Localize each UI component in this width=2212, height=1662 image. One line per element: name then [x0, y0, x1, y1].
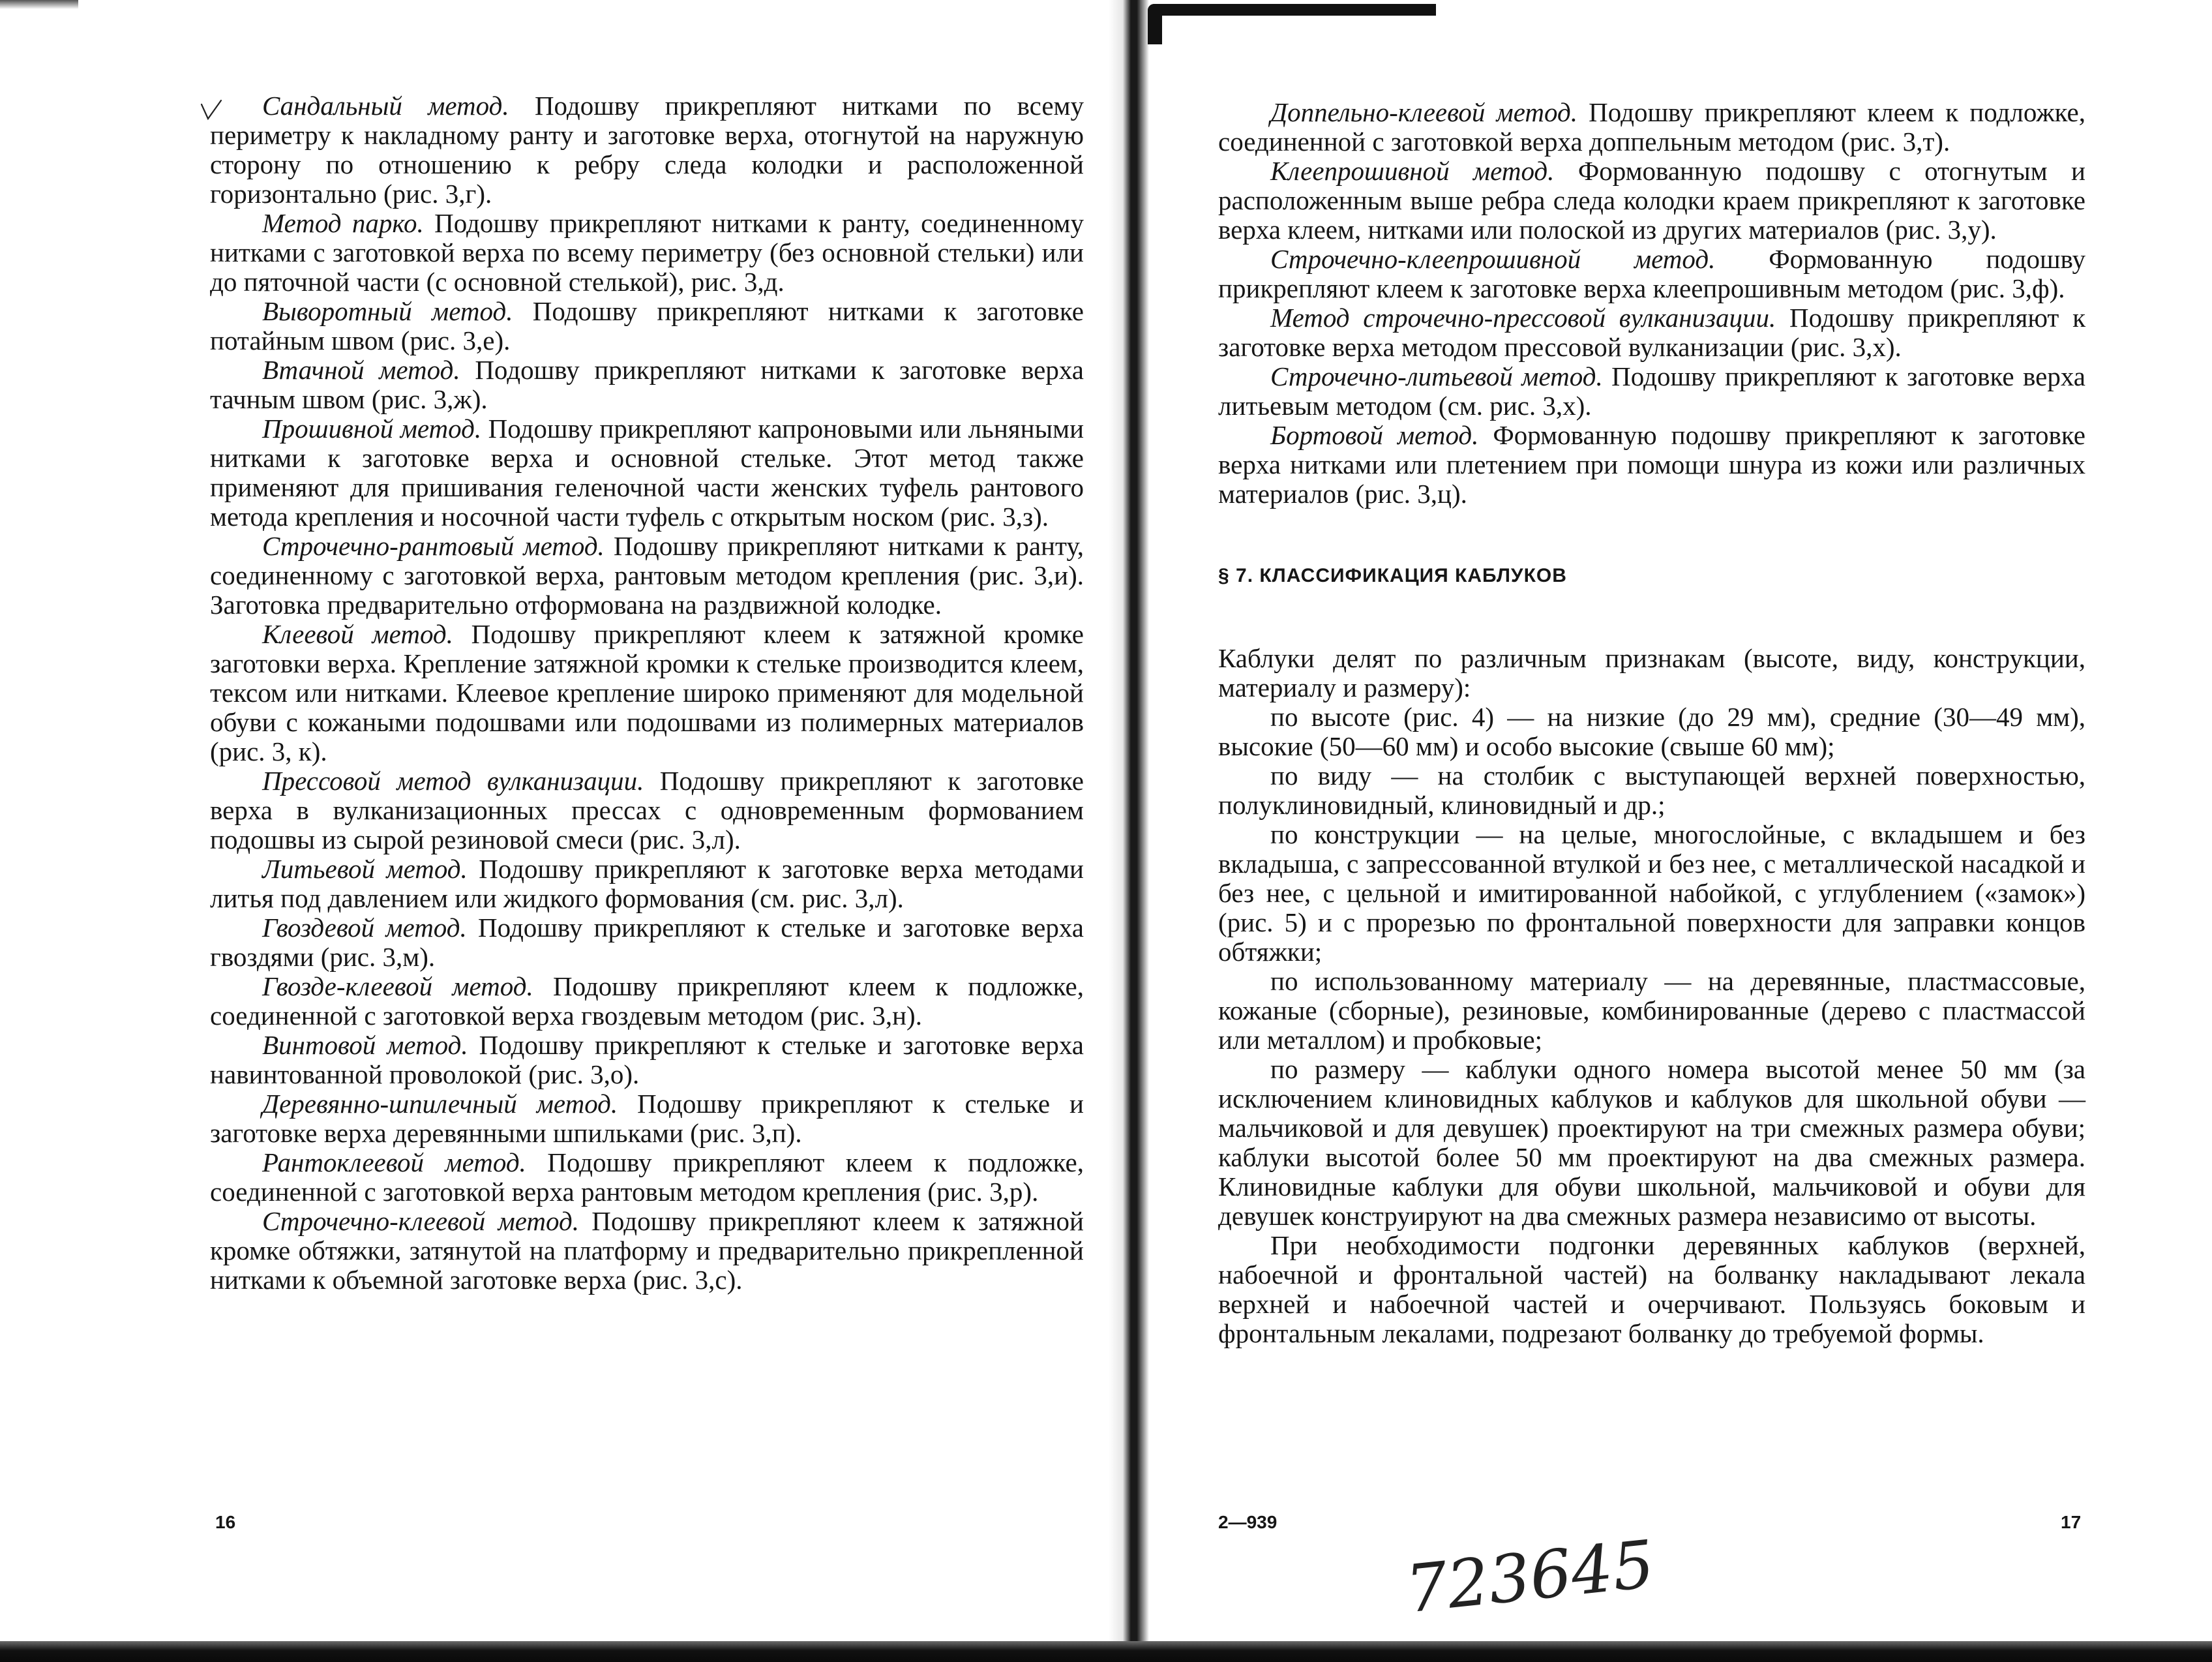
- method-title: Клеепрошивной метод.: [1270, 156, 1555, 186]
- right-paragraph: [1218, 98, 2085, 157]
- left-paragraph: [210, 854, 1084, 913]
- left-paragraph: [210, 913, 1084, 972]
- right-paragraph: [1218, 362, 2085, 421]
- method-description: Подошву прикрепляют нитками к заготовке потайным швом (рис. 3,е).: [210, 296, 1084, 355]
- method-title: Метод строчечно-прессовой вулканизации.: [1270, 303, 1776, 333]
- left-paragraph: [210, 1207, 1084, 1295]
- method-description: Формованную подошву прикрепляют клеем к заготовке верха клеепрошивным методом (рис. 3,ф).: [1218, 244, 2085, 303]
- method-description: Подошву прикрепляют клеем к подложке, соединенной с заготовкой верха рантовым методом крепления (рис. 3,р).: [210, 1147, 1084, 1207]
- method-title: Сандальный метод.: [262, 91, 509, 121]
- left-paragraph: [210, 1148, 1084, 1207]
- right-text-column: [1218, 98, 2085, 1348]
- section-heading: § 7. КЛАССИФИКАЦИЯ КАБЛУКОВ: [1218, 565, 1567, 586]
- heel-classification-paragraph: по конструкции — на целые, многослойные, с вкладышем и без вкладыша, с запрессованной втулкой и без нее, с металлической насадкой и без нее, с цельной и имитированной набойкой, с углублением («замок») (рис. 5) и с прорезью по фронтальной поверхности для заправки концов обтяжки;: [1218, 819, 2085, 967]
- left-paragraph: [210, 972, 1084, 1031]
- method-description: Подошву прикрепляют к заготовке верха литьевым методом (см. рис. 3,х).: [1218, 361, 2085, 421]
- method-title: Литьевой метод.: [262, 854, 468, 884]
- left-paragraph: [210, 1089, 1084, 1148]
- left-paragraph: [210, 414, 1084, 532]
- page-number-right: 17: [2061, 1512, 2082, 1532]
- method-title: Строчечно-литьевой метод.: [1270, 361, 1603, 391]
- method-description: Подошву прикрепляют нитками к ранту, соединенному нитками с заготовкой верха по всему периметру (без основной стельки) или до пяточной части (с основной стелькой), рис. 3,д.: [210, 208, 1084, 297]
- right-paragraph: [1218, 157, 2085, 245]
- method-description: Подошву прикрепляют к стельке и заготовке верха деревянными шпильками (рис. 3,п).: [210, 1089, 1084, 1148]
- heel-classification-paragraph: по виду — на столбик с выступающей верхней поверхностью, полуклиновидный, клиновидный и др.;: [1218, 761, 2085, 820]
- left-paragraph: [210, 532, 1084, 620]
- method-description: Подошву прикрепляют капроновыми или льняными нитками к заготовке верха и основной стельке. Этот метод также применяют для пришивания геленочной части женских туфель рантового метода крепления и носочной части туфель с открытым носком (рис. 3,з).: [210, 414, 1084, 532]
- heel-classification-paragraph: по использованному материалу — на деревянные, пластмассовые, кожаные (сборные), резиновые, комбинированные (дерево с пластмассой или металлом) и пробковые;: [1218, 966, 2085, 1055]
- left-paragraph: [210, 1031, 1084, 1089]
- right-paragraph: [1218, 245, 2085, 303]
- left-paragraph: [210, 355, 1084, 414]
- method-title: Деревянно-шпилечный метод.: [262, 1089, 618, 1119]
- method-title: Прессовой метод вулканизации.: [262, 766, 644, 796]
- method-description: Подошву прикрепляют нитками по всему периметру к накладному ранту и заготовке верха, отогнутой на наружную сторону по отношению к ребру следа колодки и расположенной горизонтально (рис. 3,г).: [210, 91, 1084, 209]
- method-title: Прошивной метод.: [262, 414, 482, 444]
- method-title: Метод парко.: [262, 208, 424, 238]
- left-paragraph: [210, 620, 1084, 766]
- method-description: Подошву прикрепляют клеем к подложке, соединенной с заготовкой верха доппельным методом (рис. 3,т).: [1218, 97, 2085, 157]
- method-title: Втачной метод.: [262, 355, 460, 385]
- book-gutter: [1109, 0, 1149, 1662]
- heel-classification-paragraph: по размеру — каблуки одного номера высотой менее 50 мм (за исключением клиновидных каблуков и каблуков для школьной обуви — мальчиковой и для девушек) проектируют на три смежных размера обуви; каблуки высотой более 50 мм проектируют на два смежных размера. Клиновидные каблуки для обуви школьной, мальчиковой и обуви для девушек конструируют на два смежных размера независимо от высоты.: [1218, 1054, 2085, 1231]
- method-description: Формованную подошву прикрепляют к заготовке верха нитками или плетением при помощи шнура из кожи или различных материалов (рис. 3,ц).: [1218, 420, 2086, 509]
- method-title: Винтовой метод.: [262, 1030, 468, 1060]
- handwritten-inventory-number: [1399, 1526, 1658, 1628]
- handwritten-number-text: 723645: [1402, 1526, 1658, 1628]
- heel-classification-paragraph: по высоте (рис. 4) — на низкие (до 29 мм), средние (30—49 мм), высокие (50—60 мм) и особо высокие (свыше 60 мм);: [1218, 702, 2085, 761]
- method-title: Доппельно-клеевой метод.: [1270, 97, 1577, 127]
- method-title: Строчечно-рантовый метод.: [262, 531, 605, 561]
- method-description: Подошву прикрепляют клеем к затяжной кромке обтяжки, затянутой на платформу и предварительно прикрепленной нитками к объемной заготовке верха (рис. 3,с).: [210, 1206, 1084, 1295]
- right-paragraph: [1218, 303, 2085, 362]
- page-number-left: 16: [215, 1512, 236, 1532]
- method-title: Строчечно-клеепрошивной метод.: [1270, 244, 1716, 274]
- heel-classification-paragraph: При необходимости подгонки деревянных каблуков (верхней, набоечной и фронтальной частей) на болванку накладывают лекала верхней и набоечной частей и очерчивают. Пользуясь боковым и фронтальным лекалами, подрезают болванку до требуемой формы.: [1218, 1230, 2085, 1348]
- heel-classification-paragraph: Каблуки делят по различным признакам (высоте, виду, конструкции, материалу и размеру):: [1218, 643, 2085, 703]
- left-paragraph: [210, 766, 1084, 854]
- method-description: Подошву прикрепляют клеем к подложке, соединенной с заготовкой верха гвоздевым методом (рис. 3,н).: [210, 971, 1084, 1031]
- method-title: Выворотный метод.: [262, 296, 513, 326]
- method-title: Рантоклеевой метод.: [262, 1147, 526, 1177]
- method-title: Гвоздевой метод.: [262, 913, 467, 943]
- method-description: Подошву прикрепляют клеем к затяжной кромке заготовки верха. Крепление затяжной кромки к стельке производится клеем, тексом или нитками. Клеевое крепление широко применяют для модельной обуви с кожаными подошвами или подошвами из полимерных материалов (рис. 3, к).: [210, 619, 1084, 766]
- printing-signature-mark: 2—939: [1218, 1512, 1278, 1532]
- method-title: Гвозде-клеевой метод.: [262, 971, 533, 1001]
- method-description: Формованную подошву с отогнутым и расположенным выше ребра следа колодки краем прикрепляют к заготовке верха клеем, нитками или полоской из других материалов (рис. 3,у).: [1218, 156, 2085, 245]
- method-description: Подошву прикрепляют к стельке и заготовке верха навинтованной проволокой (рис. 3,о).: [210, 1030, 1084, 1089]
- left-paragraph: [210, 91, 1084, 209]
- method-description: Подошву прикрепляют нитками к ранту, соединенному с заготовкой верха, рантовым методом крепления (рис. 3,и). Заготовка предварительно отформована на раздвижной колодке.: [210, 531, 1084, 620]
- method-title: Строчечно-клеевой метод.: [262, 1206, 579, 1236]
- method-description: Подошву прикрепляют к заготовке верха в вулканизационных прессах с одновременным формованием подошвы из сырой резиновой смеси (рис. 3,л).: [210, 766, 1084, 854]
- method-title: Клеевой метод.: [262, 619, 453, 649]
- method-description: Подошву прикрепляют к стельке и заготовке верха гвоздями (рис. 3,м).: [210, 913, 1084, 972]
- method-description: Подошву прикрепляют к заготовке верха методом прессовой вулканизации (рис. 3,х).: [1218, 303, 2085, 362]
- left-paragraph: [210, 297, 1084, 355]
- method-description: Подошву прикрепляют нитками к заготовке верха тачным швом (рис. 3,ж).: [210, 355, 1084, 414]
- method-title: Бортовой метод.: [1270, 420, 1479, 450]
- left-text-column: [210, 91, 1084, 1295]
- left-paragraph: [210, 209, 1084, 297]
- method-description: Подошву прикрепляют к заготовке верха методами литья под давлением или жидкого формования (см. рис. 3,л).: [210, 854, 1084, 913]
- right-paragraph: [1218, 421, 2085, 509]
